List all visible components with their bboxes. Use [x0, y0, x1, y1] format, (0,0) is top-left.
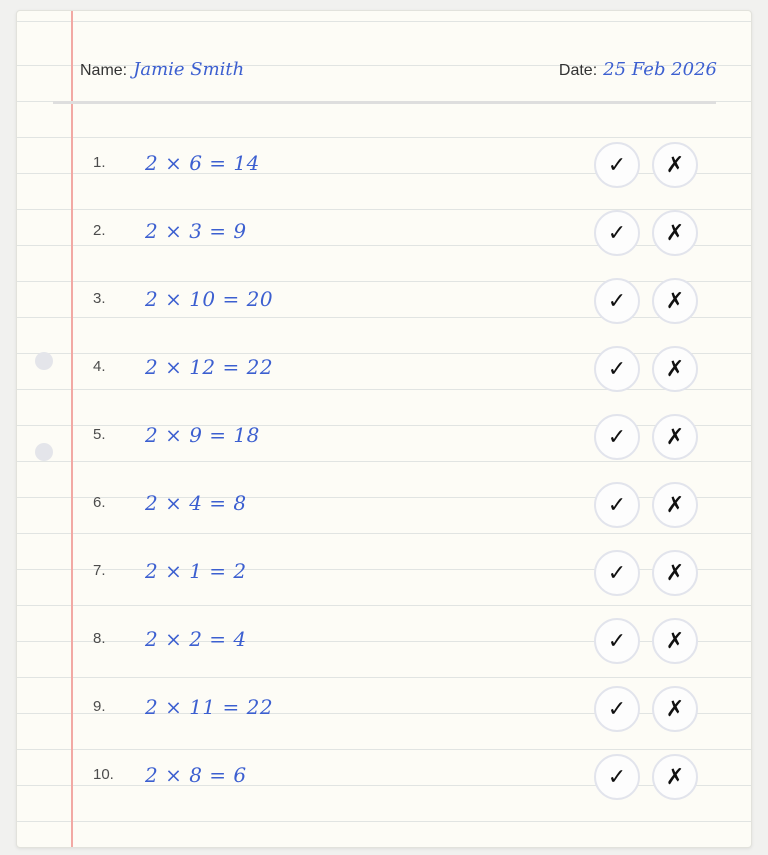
- problem-answer: 2 × 10 = 20: [145, 287, 274, 311]
- problem-answer: 2 × 1 = 2: [145, 559, 247, 583]
- mark-incorrect-button[interactable]: [652, 142, 698, 188]
- mark-correct-button[interactable]: [594, 414, 640, 460]
- problem-row: [17, 278, 751, 326]
- mark-correct-button[interactable]: [594, 142, 640, 188]
- problem-row: [17, 550, 751, 598]
- problem-row: [17, 414, 751, 462]
- mark-correct-button[interactable]: [594, 482, 640, 528]
- mark-correct-button[interactable]: [594, 618, 640, 664]
- problem-row: [17, 210, 751, 258]
- problem-number: 10.: [93, 766, 114, 783]
- problem-number: 3.: [93, 290, 106, 307]
- mark-correct-button[interactable]: [594, 754, 640, 800]
- mark-correct-button[interactable]: [594, 278, 640, 324]
- mark-incorrect-button[interactable]: [652, 346, 698, 392]
- mark-correct-button[interactable]: [594, 346, 640, 392]
- mark-incorrect-button[interactable]: [652, 686, 698, 732]
- mark-correct-button[interactable]: [594, 210, 640, 256]
- problem-number: 6.: [93, 494, 106, 511]
- worksheet-header: [80, 55, 717, 83]
- mark-incorrect-button[interactable]: [652, 482, 698, 528]
- check-icon: ✓: [607, 288, 627, 313]
- date-value: 25 Feb 2026: [603, 58, 717, 80]
- problem-number: 1.: [93, 154, 106, 171]
- name-value: Jamie Smith: [133, 58, 245, 80]
- check-icon: ✓: [607, 560, 627, 585]
- worksheet-paper: [16, 10, 752, 848]
- problem-row: [17, 482, 751, 530]
- problem-answer: 2 × 8 = 6: [145, 763, 247, 787]
- name-label: Name:: [80, 61, 128, 79]
- check-icon: ✓: [607, 220, 627, 245]
- check-icon: ✓: [607, 424, 627, 449]
- problem-row: [17, 686, 751, 734]
- problem-number: 4.: [93, 358, 106, 375]
- mark-incorrect-button[interactable]: [652, 210, 698, 256]
- problem-answer: 2 × 2 = 4: [145, 627, 247, 651]
- check-icon: ✓: [607, 356, 627, 381]
- check-icon: ✓: [607, 492, 627, 517]
- check-icon: ✓: [607, 628, 627, 653]
- mark-incorrect-button[interactable]: [652, 754, 698, 800]
- problem-row: [17, 754, 751, 802]
- check-icon: ✓: [607, 764, 627, 789]
- cross-icon: ✗: [665, 152, 685, 177]
- cross-icon: ✗: [665, 492, 685, 517]
- mark-correct-button[interactable]: [594, 550, 640, 596]
- cross-icon: ✗: [665, 764, 685, 789]
- cross-icon: ✗: [665, 628, 685, 653]
- mark-correct-button[interactable]: [594, 686, 640, 732]
- cross-icon: ✗: [665, 356, 685, 381]
- date-label: Date:: [558, 61, 598, 79]
- date-field: [559, 59, 717, 80]
- check-icon: ✓: [607, 152, 627, 177]
- problem-row: [17, 618, 751, 666]
- problem-answer: 2 × 4 = 8: [145, 491, 247, 515]
- problem-number: 7.: [93, 562, 106, 579]
- problem-answer: 2 × 12 = 22: [145, 355, 274, 379]
- mark-incorrect-button[interactable]: [652, 550, 698, 596]
- problem-answer: 2 × 9 = 18: [145, 423, 260, 447]
- problem-row: [17, 142, 751, 190]
- mark-incorrect-button[interactable]: [652, 414, 698, 460]
- problem-number: 9.: [93, 698, 106, 715]
- mark-incorrect-button[interactable]: [652, 278, 698, 324]
- name-field: [80, 59, 244, 80]
- mark-incorrect-button[interactable]: [652, 618, 698, 664]
- problem-number: 2.: [93, 222, 106, 239]
- header-divider: [53, 101, 716, 104]
- problem-answer: 2 × 6 = 14: [145, 151, 260, 175]
- problem-answer: 2 × 11 = 22: [145, 695, 274, 719]
- cross-icon: ✗: [665, 696, 685, 721]
- problem-number: 8.: [93, 630, 106, 647]
- cross-icon: ✗: [665, 288, 685, 313]
- cross-icon: ✗: [665, 220, 685, 245]
- check-icon: ✓: [607, 696, 627, 721]
- problem-number: 5.: [93, 426, 106, 443]
- problem-row: [17, 346, 751, 394]
- cross-icon: ✗: [665, 424, 685, 449]
- problem-answer: 2 × 3 = 9: [145, 219, 247, 243]
- cross-icon: ✗: [665, 560, 685, 585]
